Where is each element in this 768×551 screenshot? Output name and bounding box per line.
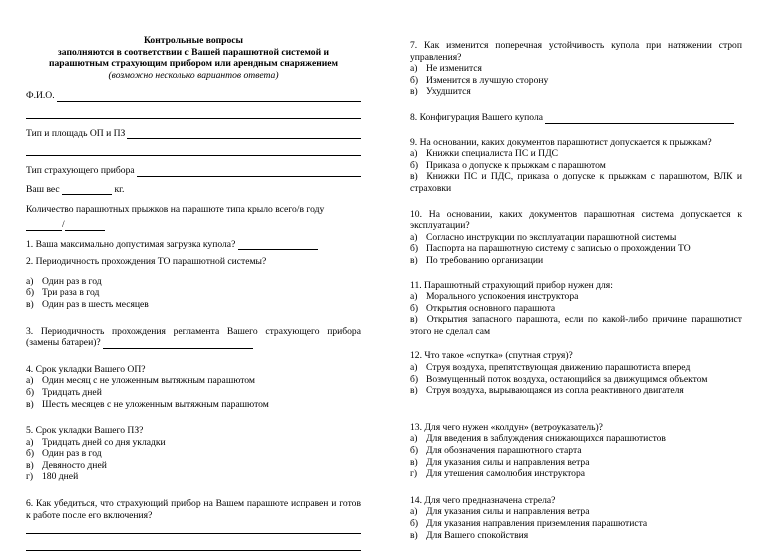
header-title: Контрольные вопросы — [143, 35, 244, 46]
question-3-text: 3. Периодичность прохождения регламента Вашего страхующего прибора (замены батареи)? — [26, 325, 361, 349]
question-4-options — [26, 375, 361, 410]
question-8[interactable] — [410, 112, 742, 124]
question-10-options — [410, 232, 742, 267]
question-13-options — [410, 433, 742, 479]
question-5-options — [26, 437, 361, 483]
option[interactable]: а) Не изменится — [410, 63, 482, 75]
device-input-line[interactable] — [137, 167, 361, 177]
question-11-text: 11. Парашютный страхующий прибор нужен для: — [410, 279, 613, 291]
option[interactable]: а) Согласно инструкции по эксплуатации парашютной системы — [410, 231, 677, 243]
option[interactable]: а) Для указания силы и направления ветра — [410, 506, 590, 518]
jumps-separator: / — [62, 218, 65, 230]
option[interactable]: а) Морального успокоения инструктора — [410, 291, 579, 303]
question-1-answer-line[interactable] — [238, 240, 318, 250]
header-note: (возможно несколько вариантов ответа) — [108, 69, 279, 81]
weight-input-line[interactable] — [62, 185, 112, 195]
option[interactable]: б) Паспорта на парашютную систему с записью о прохождении ТО — [410, 243, 691, 255]
option[interactable]: б) Три раза в год — [26, 287, 100, 299]
form-header — [26, 35, 361, 81]
weight-field[interactable] — [26, 184, 361, 196]
jumps-field — [26, 204, 361, 216]
question-13-text: 13. Для чего нужен «колдун» (ветроуказатель)? — [410, 421, 603, 433]
question-7-text: 7. Как изменится поперечная устойчивость купола при натяжении строп управления? — [410, 40, 742, 63]
option[interactable]: в) Книжки ПС и ПДС, приказа о допуске к прыжкам с парашютом, ВЛК и страховки — [410, 171, 743, 194]
option[interactable]: в) Для указания силы и направления ветра — [410, 456, 590, 468]
option[interactable]: б) Один раз в год — [26, 448, 102, 460]
question-14-options — [410, 506, 742, 541]
jumps-year-line[interactable] — [65, 221, 105, 231]
question-5-text: 5. Срок укладки Вашего ПЗ? — [26, 425, 144, 437]
option[interactable]: в) Ухудшится — [410, 86, 471, 98]
question-14-text: 14. Для чего предназначена стрела? — [410, 494, 556, 506]
device-label: Тип страхующего прибора — [26, 165, 135, 177]
question-4-text: 4. Срок укладки Вашего ОП? — [26, 363, 146, 375]
question-9-text: 9. На основании, каких документов парашютист допускается к прыжкам? — [410, 136, 712, 148]
question-6-text: 6. Как убедиться, что страхующий прибор на Вашем парашюте исправен и готов к работе после его включения? — [26, 498, 361, 521]
weight-label: Ваш вес — [26, 183, 60, 195]
option[interactable]: г) Для утешения самолюбия инструктора — [410, 468, 586, 480]
question-11-options — [410, 291, 742, 337]
question-8-answer-line[interactable] — [545, 114, 734, 124]
question-3-answer-line[interactable] — [103, 339, 253, 349]
option[interactable]: г) 180 дней — [26, 471, 79, 483]
option[interactable]: а) Книжки специалиста ПС и ПДС — [410, 148, 559, 160]
option[interactable]: а) Струя воздуха, препятствующая движению парашютиста вперед — [410, 362, 691, 374]
question-12-text: 12. Что такое «спутка» (спутная струя)? — [410, 350, 573, 362]
option[interactable]: б) Тридцать дней — [26, 386, 102, 398]
jumps-label: Количество парашютных прыжков на парашюте типа крыло всего/в году — [26, 204, 325, 216]
op-pz-label: Тип и площадь ОП и ПЗ — [26, 127, 126, 139]
op-pz-input-line[interactable] — [127, 129, 361, 139]
weight-unit: кг. — [114, 183, 125, 195]
question-10-text: 10. На основании, каких документов парашютная система допускается к эксплуатации? — [410, 208, 742, 232]
option[interactable]: а) Для введения в заблуждения снижающихся парашютистов — [410, 433, 666, 445]
question-6-answer-line-1[interactable] — [26, 523, 361, 534]
question-1-text: 1. Ваша максимально допустимая загрузка купола? — [26, 238, 236, 250]
header-subtitle-1: заполняются в соответствии с Вашей парашютной системой и — [57, 46, 330, 58]
fio-label: Ф.И.О. — [26, 90, 55, 101]
op-pz-field[interactable] — [26, 128, 361, 140]
option[interactable]: а) Один месяц с не уложенным вытяжным парашютом — [26, 375, 255, 387]
header-subtitle-2: парашютным страхующим прибором или арендным снаряжением — [48, 58, 339, 69]
left-column — [26, 0, 361, 551]
option[interactable]: в) Девяносто дней — [26, 459, 107, 471]
option[interactable]: в) Шесть месяцев с не уложенным вытяжным парашютом — [26, 398, 269, 410]
option[interactable]: б) Изменится в лучшую сторону — [410, 74, 549, 86]
op-pz-extra-line[interactable] — [26, 145, 361, 156]
question-3 — [26, 326, 361, 349]
jumps-total-line[interactable] — [26, 221, 62, 231]
option[interactable]: а) Один раз в год — [26, 275, 102, 287]
option[interactable]: б) Для обозначения парашютного старта — [410, 445, 582, 457]
question-9-options — [410, 148, 742, 194]
option[interactable]: в) По требованию организации — [410, 254, 544, 266]
question-8-text: 8. Конфигурация Вашего купола — [410, 111, 544, 123]
fio-field[interactable] — [26, 90, 361, 102]
question-1 — [26, 239, 361, 251]
jumps-input-row[interactable] — [26, 219, 361, 231]
question-12-options — [410, 362, 742, 397]
option[interactable]: б) Приказа о допуске к прыжкам с парашютом — [410, 159, 606, 171]
option[interactable]: б) Для указания направления приземления парашютиста — [410, 518, 648, 529]
option[interactable]: а) Тридцать дней со дня укладки — [26, 436, 166, 448]
option[interactable]: в) Струя воздуха, вырывающаяся из сопла реактивного двигателя — [410, 385, 684, 397]
fio-extra-line[interactable] — [26, 108, 361, 119]
option[interactable]: в) Один раз в шесть месяцев — [26, 298, 149, 310]
fio-input-line[interactable] — [57, 92, 361, 102]
question-2-options — [26, 276, 361, 311]
device-field[interactable] — [26, 165, 361, 177]
option[interactable]: в) Открытия запасного парашюта, если по какой-либо причине парашютист этого не сделал сам — [410, 314, 743, 337]
right-column — [410, 0, 742, 541]
option[interactable]: в) Для Вашего спокойствия — [410, 529, 529, 541]
question-7-options — [410, 63, 742, 98]
option[interactable]: б) Возмущенный поток воздуха, остающийся за движущимся объектом — [410, 373, 708, 385]
option[interactable]: б) Открытия основного парашюта — [410, 302, 556, 314]
question-2-text: 2. Периодичность прохождения ТО парашютной системы? — [26, 256, 267, 268]
